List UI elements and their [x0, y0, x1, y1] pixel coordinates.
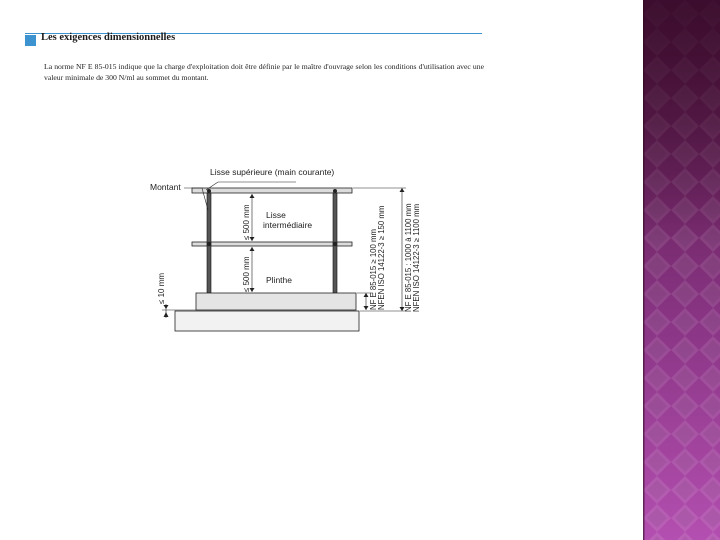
guardrail-diagram [140, 160, 440, 340]
dim-toe-line1: NF E 85-015 ≥ 100 mm [369, 229, 378, 310]
decorative-side-panel [643, 0, 720, 540]
section-header [25, 32, 485, 48]
dim-toe-line2: NFEN ISO 14122-3 ≥ 150 mm [377, 205, 386, 310]
diamond-pattern [643, 0, 720, 540]
joint [333, 242, 338, 247]
joint [207, 189, 211, 193]
label-post: Montant [150, 182, 181, 192]
label-mid-rail-2: intermédiaire [263, 220, 313, 230]
toe-board [196, 293, 356, 310]
dim-height-line2: NFEN ISO 14122-3 ≥ 1100 mm [412, 203, 421, 312]
label-mid-rail-1: Lisse [266, 210, 286, 220]
label-toe-board: Plinthe [266, 275, 292, 285]
label-top-rail: Lisse supérieure (main courante) [210, 167, 335, 177]
section-title: Les exigences dimensionnelles [41, 32, 176, 43]
dim-height-line1: NF E 85-015 : 1000 à 1100 mm [404, 203, 413, 312]
joint [333, 189, 337, 193]
body-paragraph: La norme NF E 85-015 indique que la charge d'exploitation doit être définie par le maître d'ouvrage selon les conditions d'utilisation avec une valeur minimale de 300 N/ml au sommet du montant. [44, 62, 484, 82]
mid-rail [192, 242, 352, 246]
floor-slab [175, 311, 359, 331]
dim-upper-gap: ≤ 500 mm [242, 204, 251, 240]
joint [207, 242, 212, 247]
top-rail [192, 188, 352, 193]
dim-floor-gap: ≤ 10 mm [157, 272, 166, 304]
dim-lower-gap: ≤ 500 mm [242, 256, 251, 292]
bullet-square-icon [25, 35, 36, 46]
